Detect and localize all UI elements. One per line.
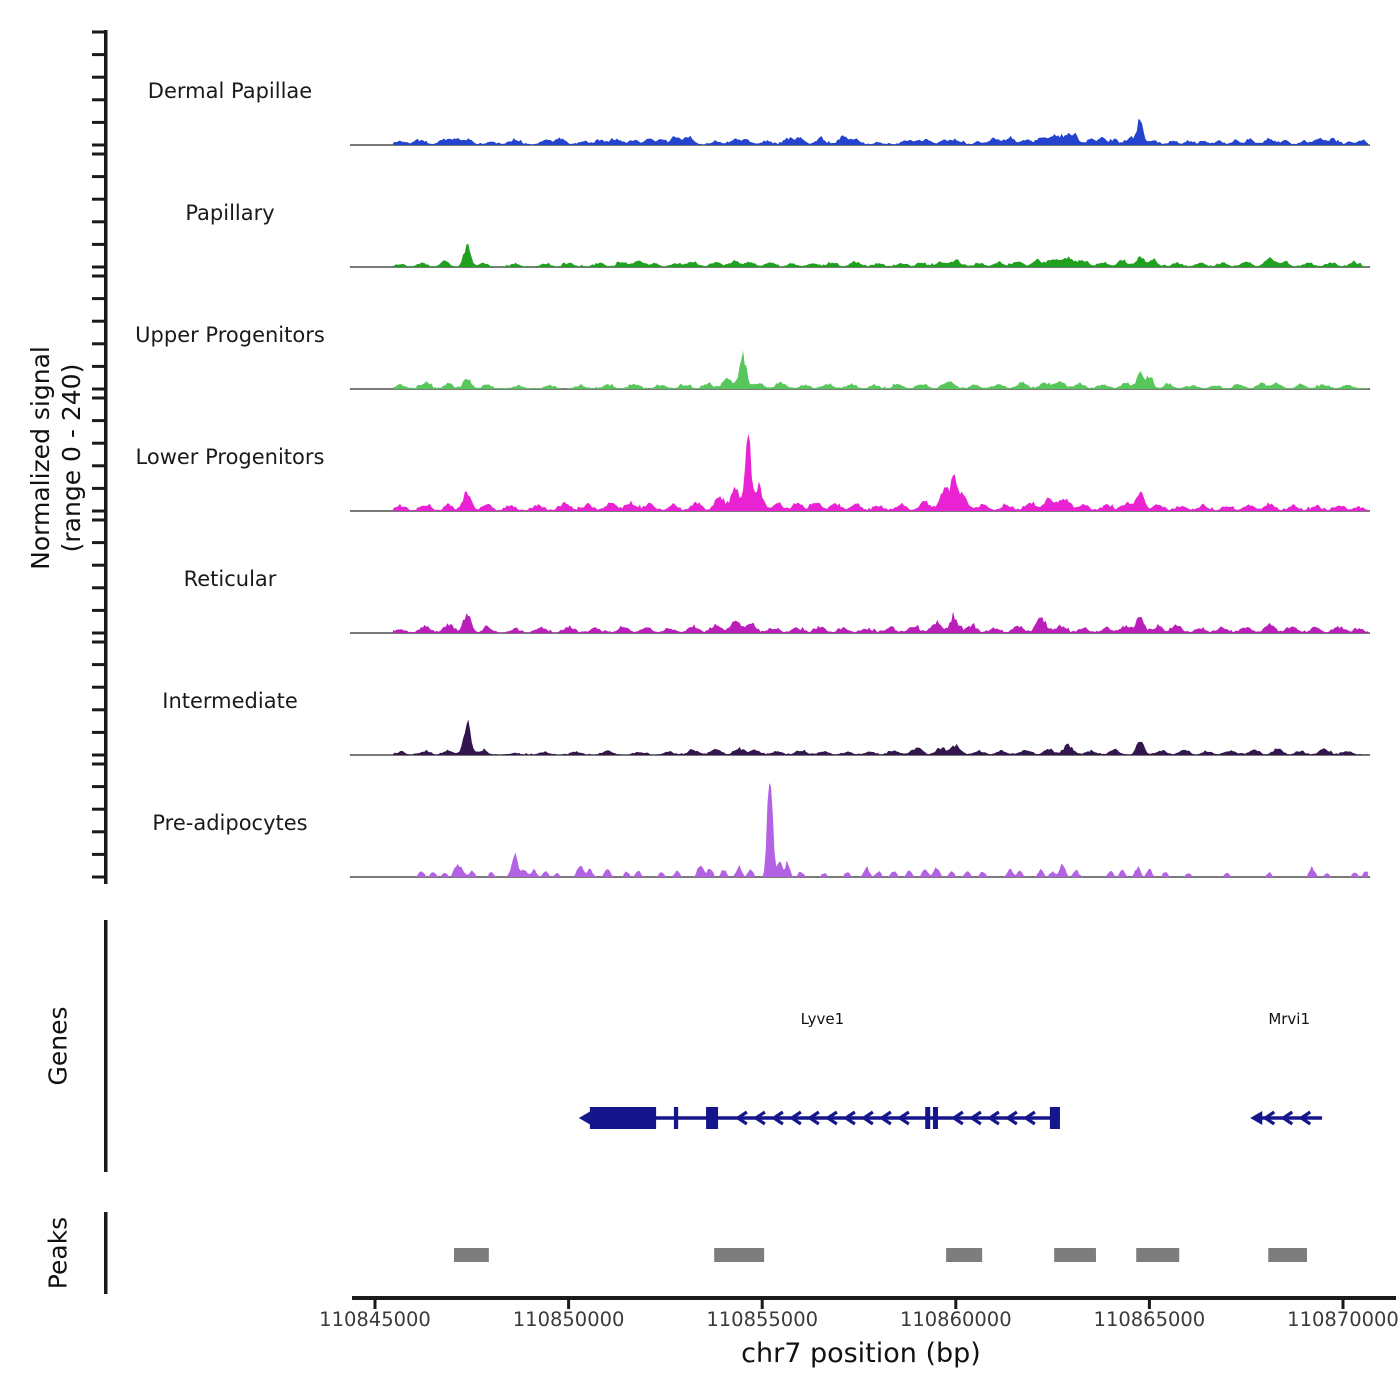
signal-area-papillary (393, 244, 1368, 267)
x-axis-title: chr7 position (bp) (741, 1338, 981, 1369)
peaks-axis-line (104, 1212, 108, 1294)
gene-label-lyve1: Lyve1 (800, 1010, 845, 1028)
x-tick-label-110845000: 110845000 (319, 1308, 431, 1331)
gene-exon-lyve1 (674, 1107, 678, 1129)
track-label-reticular: Reticular (183, 567, 277, 591)
gene-exon-lyve1 (1050, 1107, 1060, 1129)
x-axis-line (352, 1296, 1396, 1300)
peak-region (1268, 1248, 1307, 1262)
genes-section-label: Genes (43, 1006, 73, 1086)
peak-region (946, 1248, 982, 1262)
signal-area-reticular (393, 612, 1368, 634)
track-label-dermal-papillae: Dermal Papillae (147, 79, 313, 103)
x-tick-label-110860000: 110860000 (899, 1308, 1012, 1331)
y-axis-label-line1: Normalized signal (26, 346, 55, 570)
gene-exon-lyve1 (925, 1107, 930, 1129)
peak-region (454, 1248, 489, 1262)
signal-area-lower-progenitors (393, 434, 1368, 511)
gene-exon-lyve1 (706, 1107, 718, 1129)
track-label-intermediate: Intermediate (162, 689, 298, 713)
y-axis-label-line2: (range 0 - 240) (57, 363, 86, 553)
x-tick-label-110855000: 110855000 (706, 1308, 819, 1331)
y-axis-label (25, 346, 87, 570)
peak-region (714, 1248, 764, 1262)
genes-axis-line (104, 920, 108, 1172)
track-label-papillary: Papillary (185, 201, 275, 225)
track-label-pre-adipocytes: Pre-adipocytes (152, 811, 308, 835)
signal-area-upper-progenitors (393, 351, 1368, 390)
peak-region (1136, 1248, 1179, 1262)
signal-area-pre-adipocytes (393, 783, 1368, 877)
x-tick-label-110865000: 110865000 (1093, 1308, 1206, 1331)
gene-direction-arrowhead (579, 1111, 591, 1125)
peaks-section-label: Peaks (43, 1216, 73, 1290)
signal-area-intermediate (393, 720, 1368, 756)
gene-direction-arrowhead (1250, 1111, 1262, 1125)
track-label-upper-progenitors: Upper Progenitors (135, 323, 325, 347)
x-tick-label-110850000: 110850000 (512, 1308, 625, 1331)
x-tick-label-110870000: 110870000 (1287, 1308, 1399, 1331)
peak-region (1054, 1248, 1096, 1262)
gene-label-mrvi1: Mrvi1 (1268, 1010, 1311, 1028)
signal-area-dermal-papillae (393, 119, 1368, 145)
track-label-lower-progenitors: Lower Progenitors (135, 445, 325, 469)
gene-exon-lyve1 (933, 1107, 938, 1129)
gene-exon-lyve1 (590, 1107, 656, 1129)
